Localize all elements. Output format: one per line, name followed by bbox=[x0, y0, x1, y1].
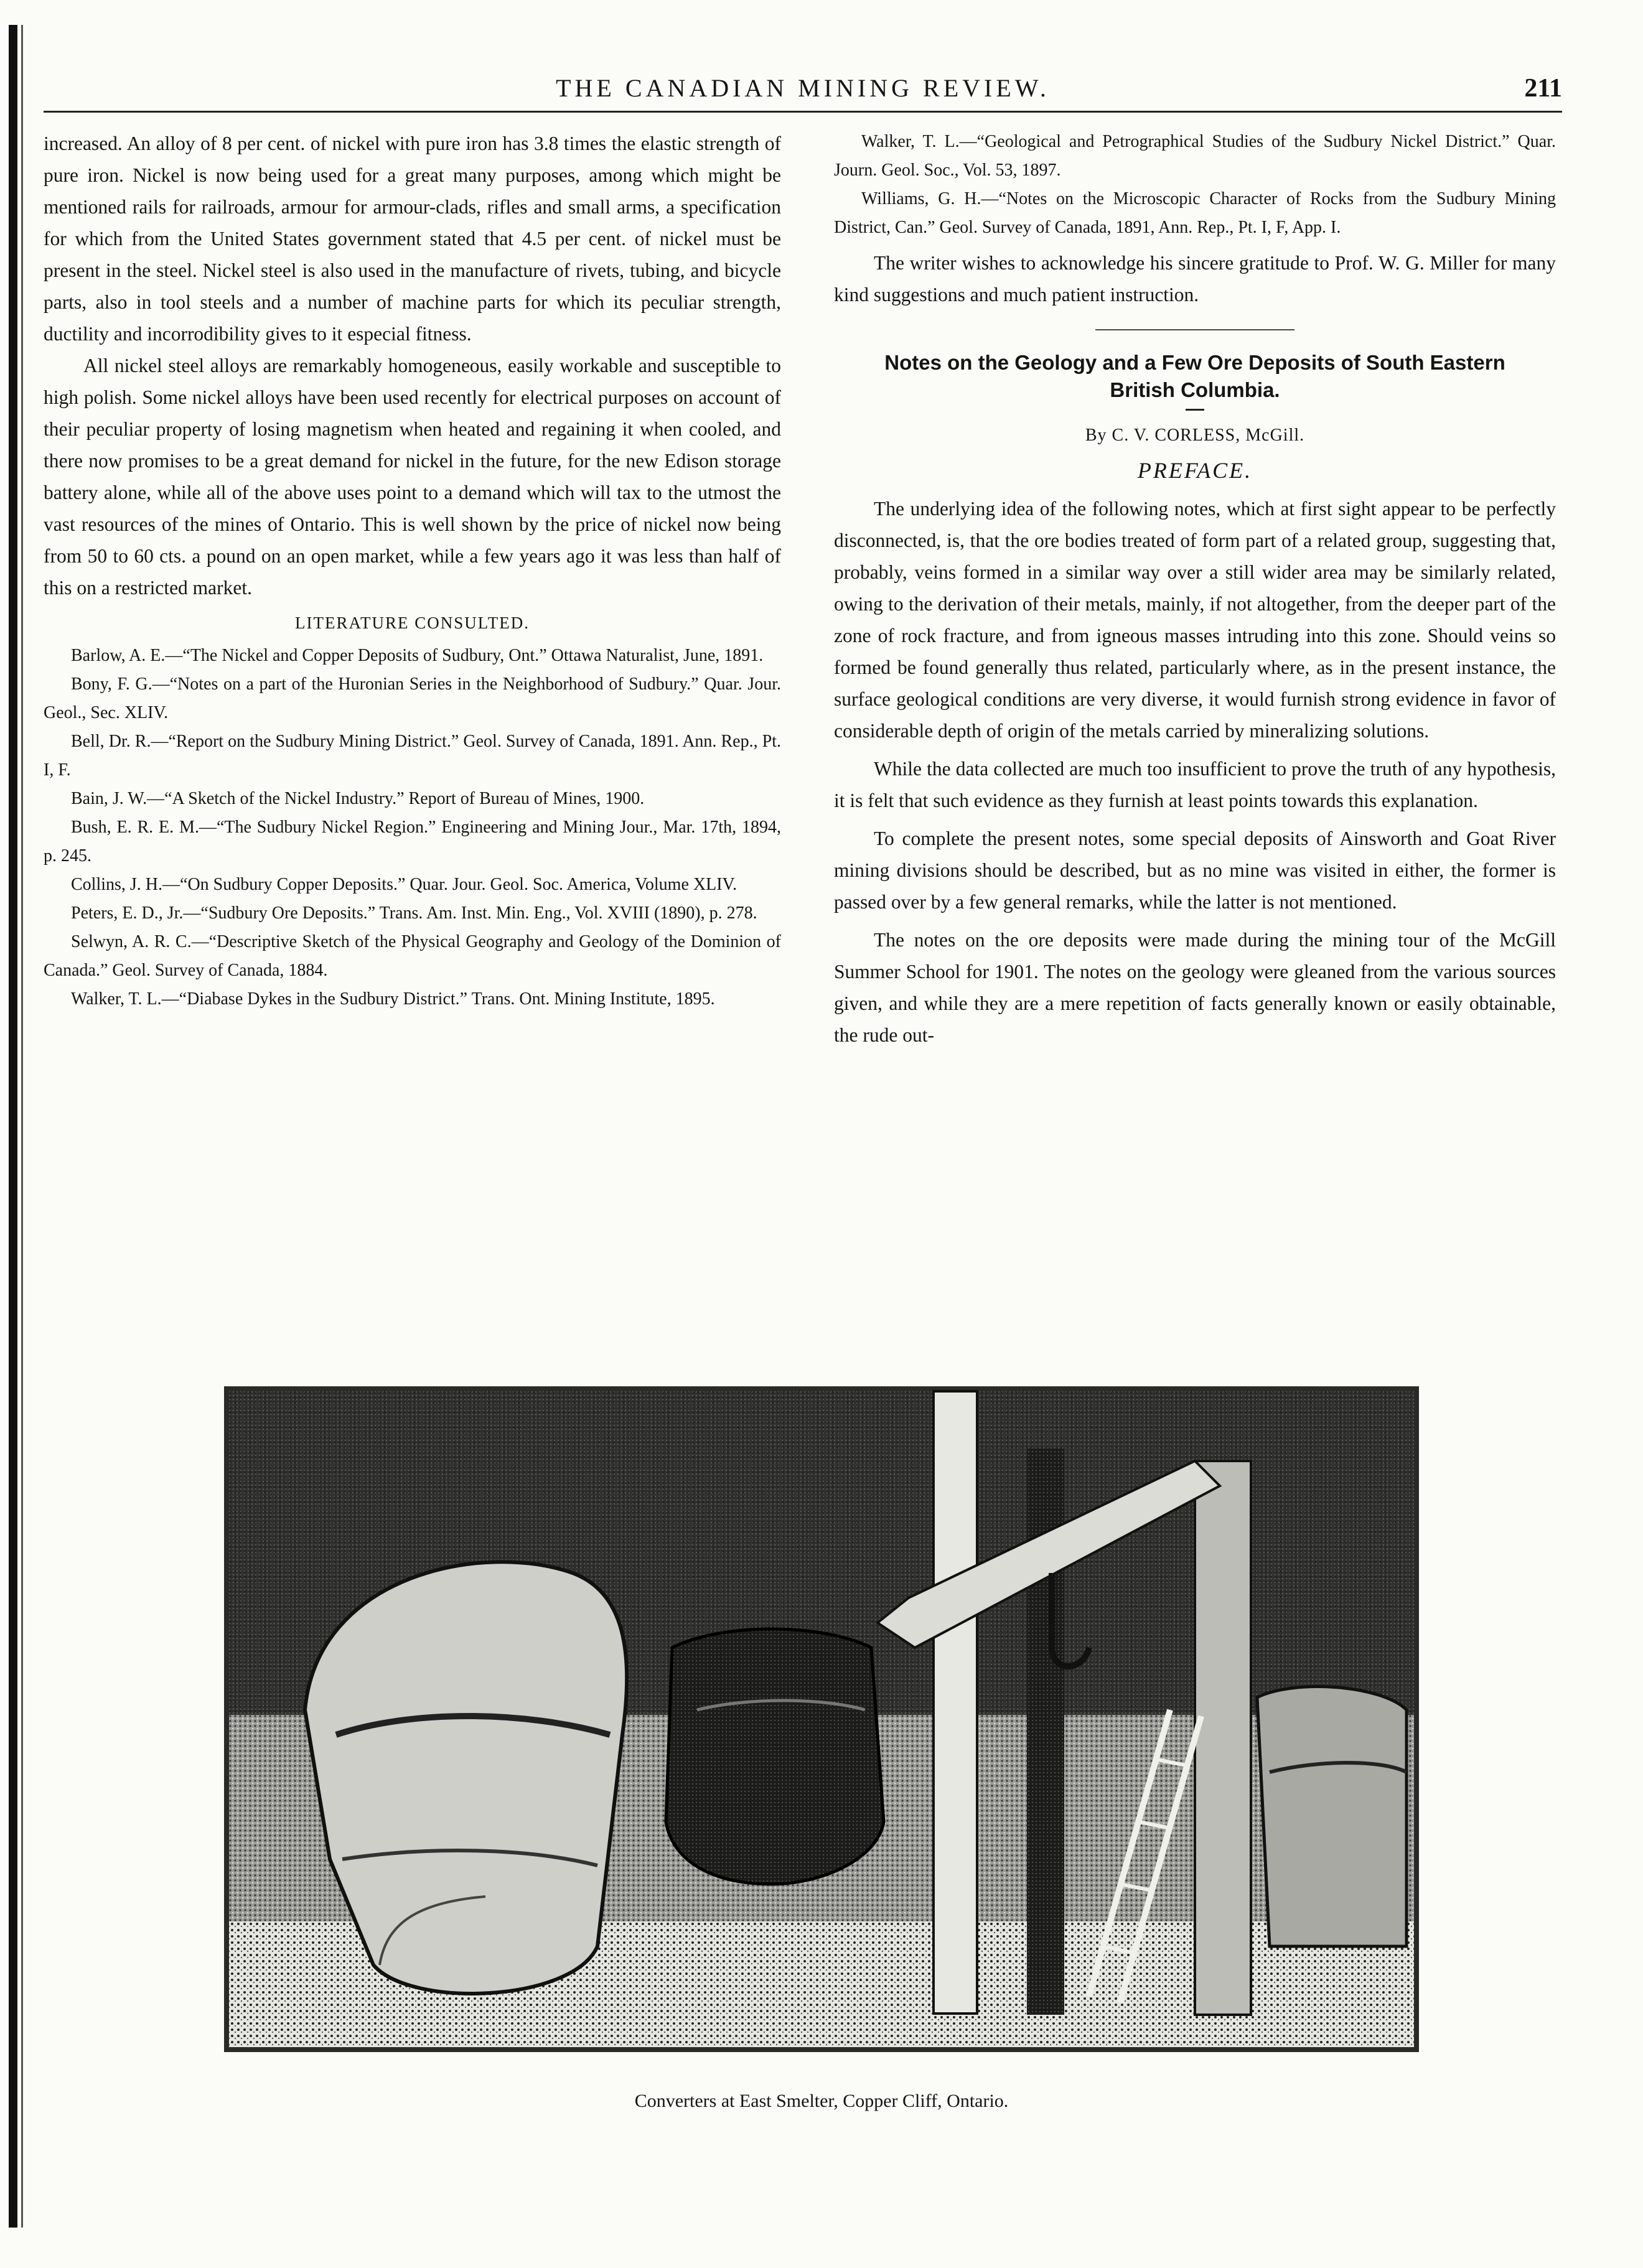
reference-item: Collins, J. H.—“On Sudbury Copper Deposits.” Quar. Jour. Geol. Soc. America, Volume XLIV. bbox=[71, 875, 737, 894]
reference-item: Peters, E. D., Jr.—“Sudbury Ore Deposits.” Trans. Am. Inst. Min. Eng., Vol. XVIII (1890), p. 278. bbox=[71, 903, 757, 923]
reference-item: Barlow, A. E.—“The Nickel and Copper Deposits of Sudbury, Ont.” Ottawa Naturalist, June, 1891. bbox=[71, 646, 764, 665]
paragraph: To complete the present notes, some special deposits of Ainsworth and Goat River mining divisions should be described, but as no mine was visited in either, the former is passed over by a few general remarks, while the latter is not mentioned. bbox=[834, 828, 1556, 913]
paragraph: The notes on the ore deposits were made during the mining tour of the McGill Summer School for 1901. The notes on the geology were gleaned from the various sources given, and while they are a mere repetition of facts generally known or easily obtainable, the rude out- bbox=[834, 929, 1556, 1046]
preface-heading: PREFACE. bbox=[1137, 458, 1253, 483]
acknowledgement: The writer wishes to acknowledge his sincere gratitude to Prof. W. G. Miller for many kind suggestions and much patient instruction. bbox=[834, 252, 1556, 306]
reference-item: Bony, F. G.—“Notes on a part of the Huronian Series in the Neighborhood of Sudbury.” Quar. Jour. Geol., Sec. XLIV. bbox=[44, 674, 781, 722]
literature-heading: LITERATURE CONSULTED. bbox=[295, 614, 530, 632]
reference-item: Selwyn, A. R. C.—“Descriptive Sketch of the Physical Geography and Geology of the Dominion of Canada.” Geol. Survey of Canada, 1884. bbox=[44, 932, 781, 980]
journal-title: THE CANADIAN MINING REVIEW. bbox=[556, 74, 1050, 102]
section-separator bbox=[1095, 329, 1294, 330]
left-column bbox=[44, 128, 781, 1014]
smelter-converters-photo bbox=[224, 1386, 1419, 2052]
reference-item: Bell, Dr. R.—“Report on the Sudbury Mining District.” Geol. Survey of Canada, 1891. Ann. Rep., Pt. I, F. bbox=[44, 732, 781, 780]
paragraph: increased. An alloy of 8 per cent. of nickel with pure iron has 3.8 times the elastic strength of pure iron. Nickel is now being used for a great many purposes, among which might be mentioned rails for railroads, armour for armour-clads, rifles and small arms, a specification for which from the United States government stated that 4.5 per cent. of nickel must be present in the steel. Nickel steel is also used in the manufacture of rivets, tubing, and bicycle parts, also in tool steels and a number of machine parts for which its peculiar strength, ductility and incorrodibility gives to it especial fitness. bbox=[44, 133, 781, 345]
title-dash bbox=[1186, 409, 1204, 411]
right-column bbox=[834, 128, 1556, 1051]
figure-caption: Converters at East Smelter, Copper Cliff, Ontario. bbox=[634, 2091, 1009, 2111]
page-header bbox=[44, 73, 1562, 111]
article-title: Notes on the Geology and a Few Ore Deposits of South Eastern British Columbia. bbox=[884, 351, 1505, 401]
reference-item: Walker, T. L.—“Diabase Dykes in the Sudbury District.” Trans. Ont. Mining Institute, 1895. bbox=[71, 989, 715, 1009]
reference-item: Bush, E. R. E. M.—“The Sudbury Nickel Region.” Engineering and Mining Jour., Mar. 17th, 1894, p. 245. bbox=[44, 818, 781, 866]
byline: By C. V. CORLESS, McGill. bbox=[1085, 426, 1305, 445]
reference-item: Walker, T. L.—“Geological and Petrographical Studies of the Sudbury Nickel District.” Quar. Journ. Geol. Soc., Vol. 53, 1897. bbox=[834, 132, 1556, 180]
paragraph: All nickel steel alloys are remarkably homogeneous, easily workable and susceptible to high polish. Some nickel alloys have been used recently for electrical purposes on account of their peculiar property of losing magnetism when heated and regaining it when cooled, and there now promises to be a great demand for nickel in the future, for the new Edison storage battery alone, while all of the above uses point to a demand which will tax to the utmost the vast resources of the mines of Ontario. This is well shown by the price of nickel now being from 50 to 60 cts. a pound on an open market, while a few years ago it was less than half of this on a restricted market. bbox=[44, 355, 781, 599]
reference-item: Bain, J. W.—“A Sketch of the Nickel Industry.” Report of Bureau of Mines, 1900. bbox=[71, 789, 645, 808]
paragraph: The underlying idea of the following notes, which at first sight appear to be perfectly disconnected, is, that the ore bodies treated of form part of a related group, suggesting that, probably, veins formed in a similar way over a still wider area may be similarly related, owing to the derivation of their metals, mainly, if not altogether, from the deeper part of the zone of rock fracture, and from igneous masses intruding into this zone. Should veins so formed be found generally thus related, particularly where, as in the present instance, the surface geological conditions are very diverse, it would furnish strong evidence in favor of considerable depth of origin of the metals carried by mineralizing solutions. bbox=[834, 498, 1556, 742]
reference-item: Williams, G. H.—“Notes on the Microscopic Character of Rocks from the Sudbury Mining District, Can.” Geol. Survey of Canada, 1891, Ann. Rep., Pt. I, F, App. I. bbox=[834, 189, 1556, 237]
header-rule bbox=[44, 111, 1562, 113]
page-edge-shadow bbox=[9, 25, 17, 2228]
paragraph: While the data collected are much too insufficient to prove the truth of any hypothesis, it is felt that such evidence as they furnish at least points towards this explanation. bbox=[834, 758, 1556, 811]
page-edge-line bbox=[21, 25, 23, 2228]
page-number: 211 bbox=[1524, 74, 1562, 103]
